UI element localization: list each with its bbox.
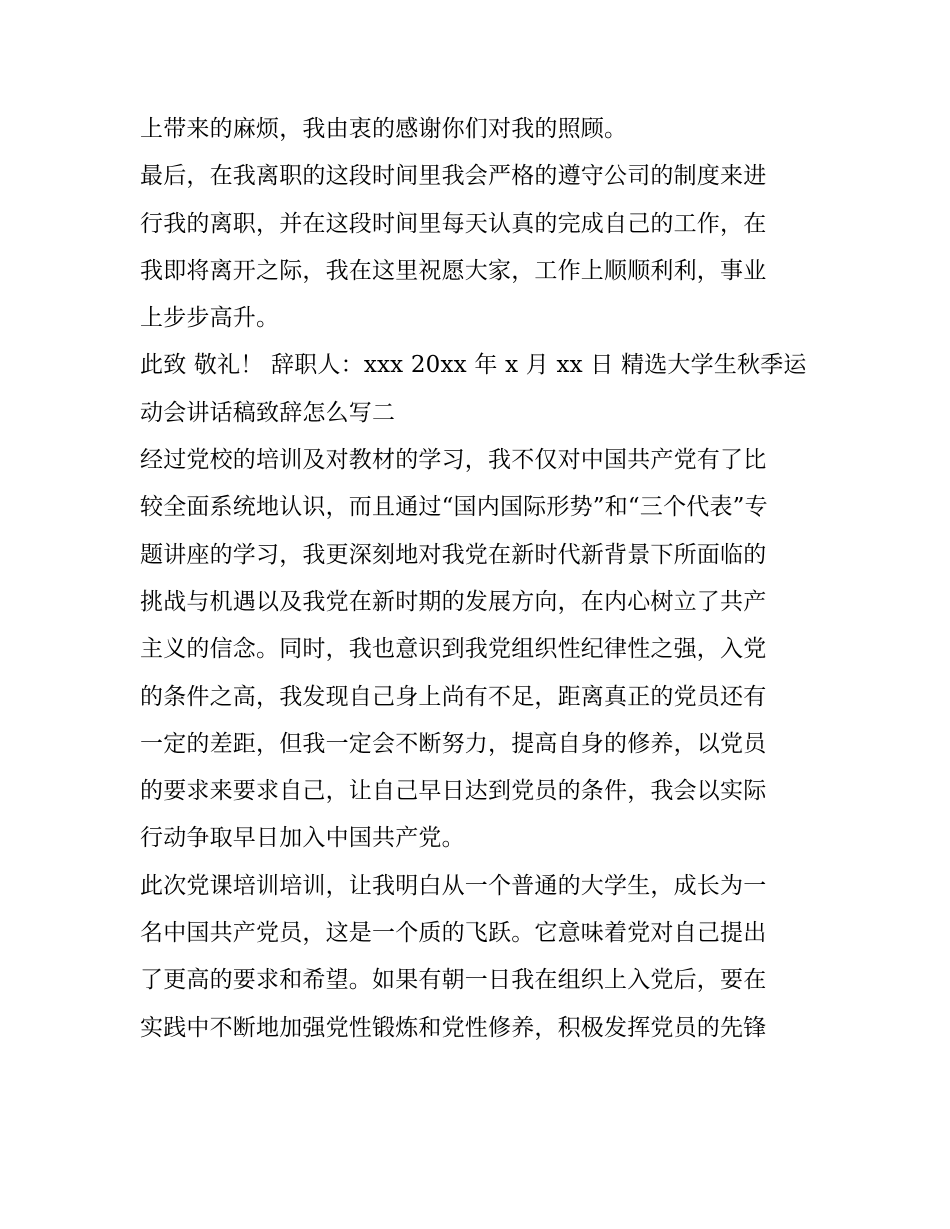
text-line: 此次党课培训培训，让我明白从一个普通的大学生，成长为一 bbox=[140, 872, 767, 899]
text-line: 实践中不断地加强党性锻炼和党性修养，积极发挥党员的先锋 bbox=[140, 1014, 767, 1041]
text-line: 此致 敬礼！ 辞职人：xxx 20xx 年 x 月 xx 日 精选大学生秋季运 bbox=[140, 352, 807, 379]
text-line: 经过党校的培训及对教材的学习，我不仅对中国共产党有了比 bbox=[140, 447, 767, 474]
text-line: 动会讲话稿致辞怎么写二 bbox=[140, 399, 396, 426]
text-line: 行动争取早日加入中国共产党。 bbox=[140, 825, 465, 852]
text-line: 我即将离开之际，我在这里祝愿大家，工作上顺顺利利，事业 bbox=[140, 257, 767, 284]
text-line: 名中国共产党员，这是一个质的飞跃。它意味着党对自己提出 bbox=[140, 920, 767, 947]
text-line: 行我的离职，并在这段时间里每天认真的完成自己的工作，在 bbox=[140, 210, 767, 237]
text-line: 上步步高升。 bbox=[140, 305, 280, 332]
text-line: 的条件之高，我发现自己身上尚有不足，距离真正的党员还有 bbox=[140, 683, 767, 710]
text-line: 题讲座的学习，我更深刻地对我党在新时代新背景下所面临的 bbox=[140, 541, 767, 568]
text-line: 了更高的要求和希望。如果有朝一日我在组织上入党后，要在 bbox=[140, 967, 767, 994]
text-line: 一定的差距，但我一定会不断努力，提高自身的修养，以党员 bbox=[140, 730, 767, 757]
text-line: 主义的信念。同时，我也意识到我党组织性纪律性之强，入党 bbox=[140, 636, 767, 663]
text-line: 的要求来要求自己，让自己早日达到党员的条件，我会以实际 bbox=[140, 778, 767, 805]
text-line: 较全面系统地认识，而且通过“国内国际形势”和“三个代表”专 bbox=[140, 494, 768, 521]
text-line: 上带来的麻烦，我由衷的感谢你们对我的照顾。 bbox=[140, 116, 628, 142]
text-line: 挑战与机遇以及我党在新时期的发展方向，在内心树立了共产 bbox=[140, 588, 767, 615]
text-line: 最后，在我离职的这段时间里我会严格的遵守公司的制度来进 bbox=[140, 163, 767, 190]
document-body bbox=[140, 106, 814, 1052]
